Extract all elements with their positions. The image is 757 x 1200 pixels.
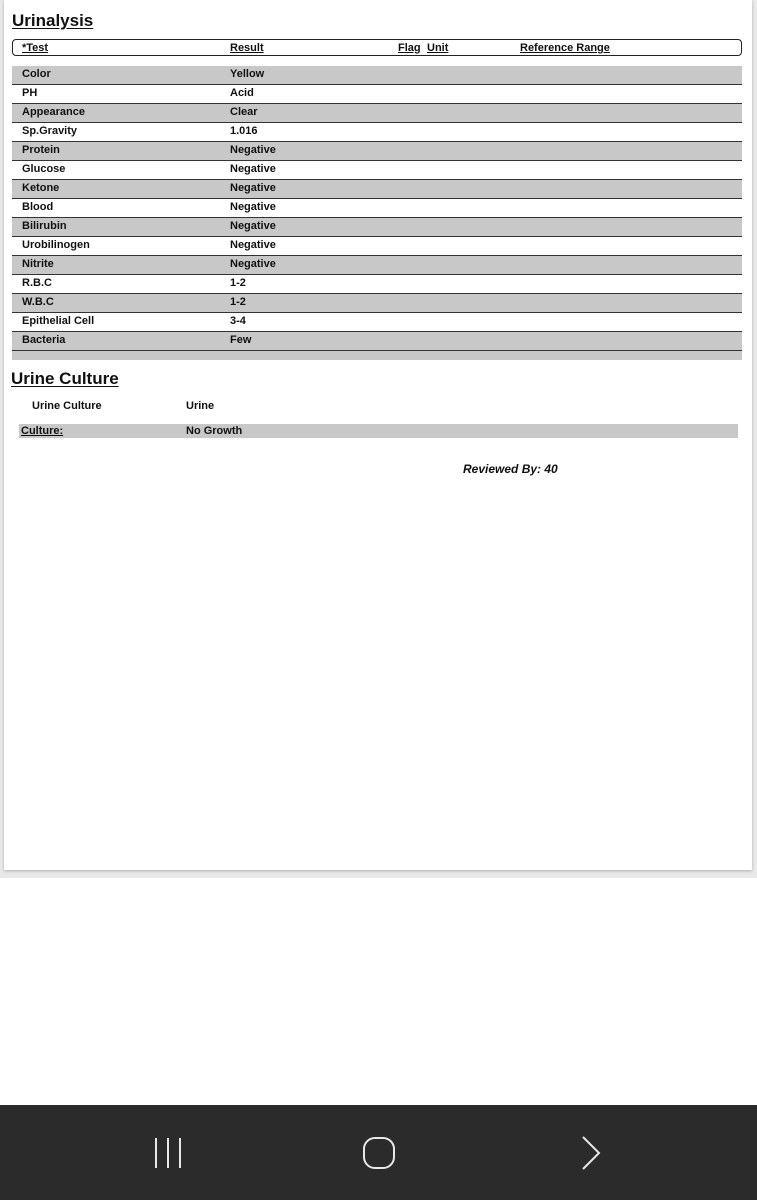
test-result: Clear: [230, 106, 258, 118]
reviewed-by: Reviewed By: 40: [463, 462, 558, 476]
home-button[interactable]: [319, 1105, 439, 1200]
test-name: W.B.C: [22, 296, 54, 308]
test-result: Yellow: [230, 68, 265, 80]
header-test: *Test: [22, 42, 49, 54]
test-result: 1.016: [230, 125, 258, 137]
table-row: [12, 180, 742, 199]
table-header: [12, 39, 742, 56]
test-result: Negative: [230, 258, 276, 270]
report-page: [4, 0, 752, 870]
test-name: Appearance: [22, 106, 85, 118]
table-row: [12, 294, 742, 313]
test-name: Bacteria: [22, 334, 66, 346]
back-chevron-icon: [579, 1135, 603, 1171]
test-name: Sp.Gravity: [22, 125, 78, 137]
table-row: [12, 123, 742, 142]
test-result: 3-4: [230, 315, 246, 327]
table-row: [12, 161, 742, 180]
test-result: Negative: [230, 239, 276, 251]
recent-apps-icon: [152, 1136, 184, 1170]
test-name: Color: [22, 68, 51, 80]
test-name: PH: [22, 87, 38, 99]
table-row: [12, 256, 742, 275]
test-name: Ketone: [22, 182, 60, 194]
test-result: Few: [230, 334, 252, 346]
header-unit: Unit: [427, 42, 449, 54]
header-result: Result: [230, 42, 264, 54]
header-flag: Flag: [398, 42, 421, 54]
test-name: Glucose: [22, 163, 66, 175]
test-result: Negative: [230, 144, 276, 156]
test-result: 1-2: [230, 277, 246, 289]
test-result: 1-2: [230, 296, 246, 308]
table-row: [12, 199, 742, 218]
culture-value: No Growth: [186, 425, 243, 437]
table-row: [12, 275, 742, 294]
table-row: [12, 218, 742, 237]
table-row: [12, 142, 742, 161]
specimen-label: Urine Culture: [32, 400, 102, 412]
test-result: Negative: [230, 201, 276, 213]
table-footer-band: [12, 351, 742, 360]
test-result: Acid: [230, 87, 254, 99]
results-table: [12, 66, 742, 360]
test-result: Negative: [230, 182, 276, 194]
recent-apps-button[interactable]: [108, 1105, 228, 1200]
table-row: [12, 237, 742, 256]
culture-label: Culture:: [21, 425, 64, 437]
test-name: Urobilinogen: [22, 239, 90, 251]
table-row: [12, 332, 742, 351]
table-row: [12, 104, 742, 123]
urinalysis-title: Urinalysis: [12, 11, 94, 30]
test-name: Protein: [22, 144, 60, 156]
home-icon: [362, 1136, 396, 1170]
specimen-value: Urine: [186, 400, 215, 412]
test-name: Nitrite: [22, 258, 54, 270]
test-result: Negative: [230, 163, 276, 175]
test-name: Blood: [22, 201, 54, 213]
culture-result-row: [19, 424, 738, 438]
test-result: Negative: [230, 220, 276, 232]
test-name: Bilirubin: [22, 220, 67, 232]
table-row: [12, 85, 742, 104]
system-nav-bar: [0, 1105, 757, 1200]
test-name: R.B.C: [22, 277, 52, 289]
back-button[interactable]: [531, 1105, 651, 1200]
table-row: [12, 66, 742, 85]
test-name: Epithelial Cell: [22, 315, 95, 327]
table-row: [12, 313, 742, 332]
header-reference-range: Reference Range: [520, 42, 610, 54]
urine-culture-title: Urine Culture: [11, 369, 119, 388]
